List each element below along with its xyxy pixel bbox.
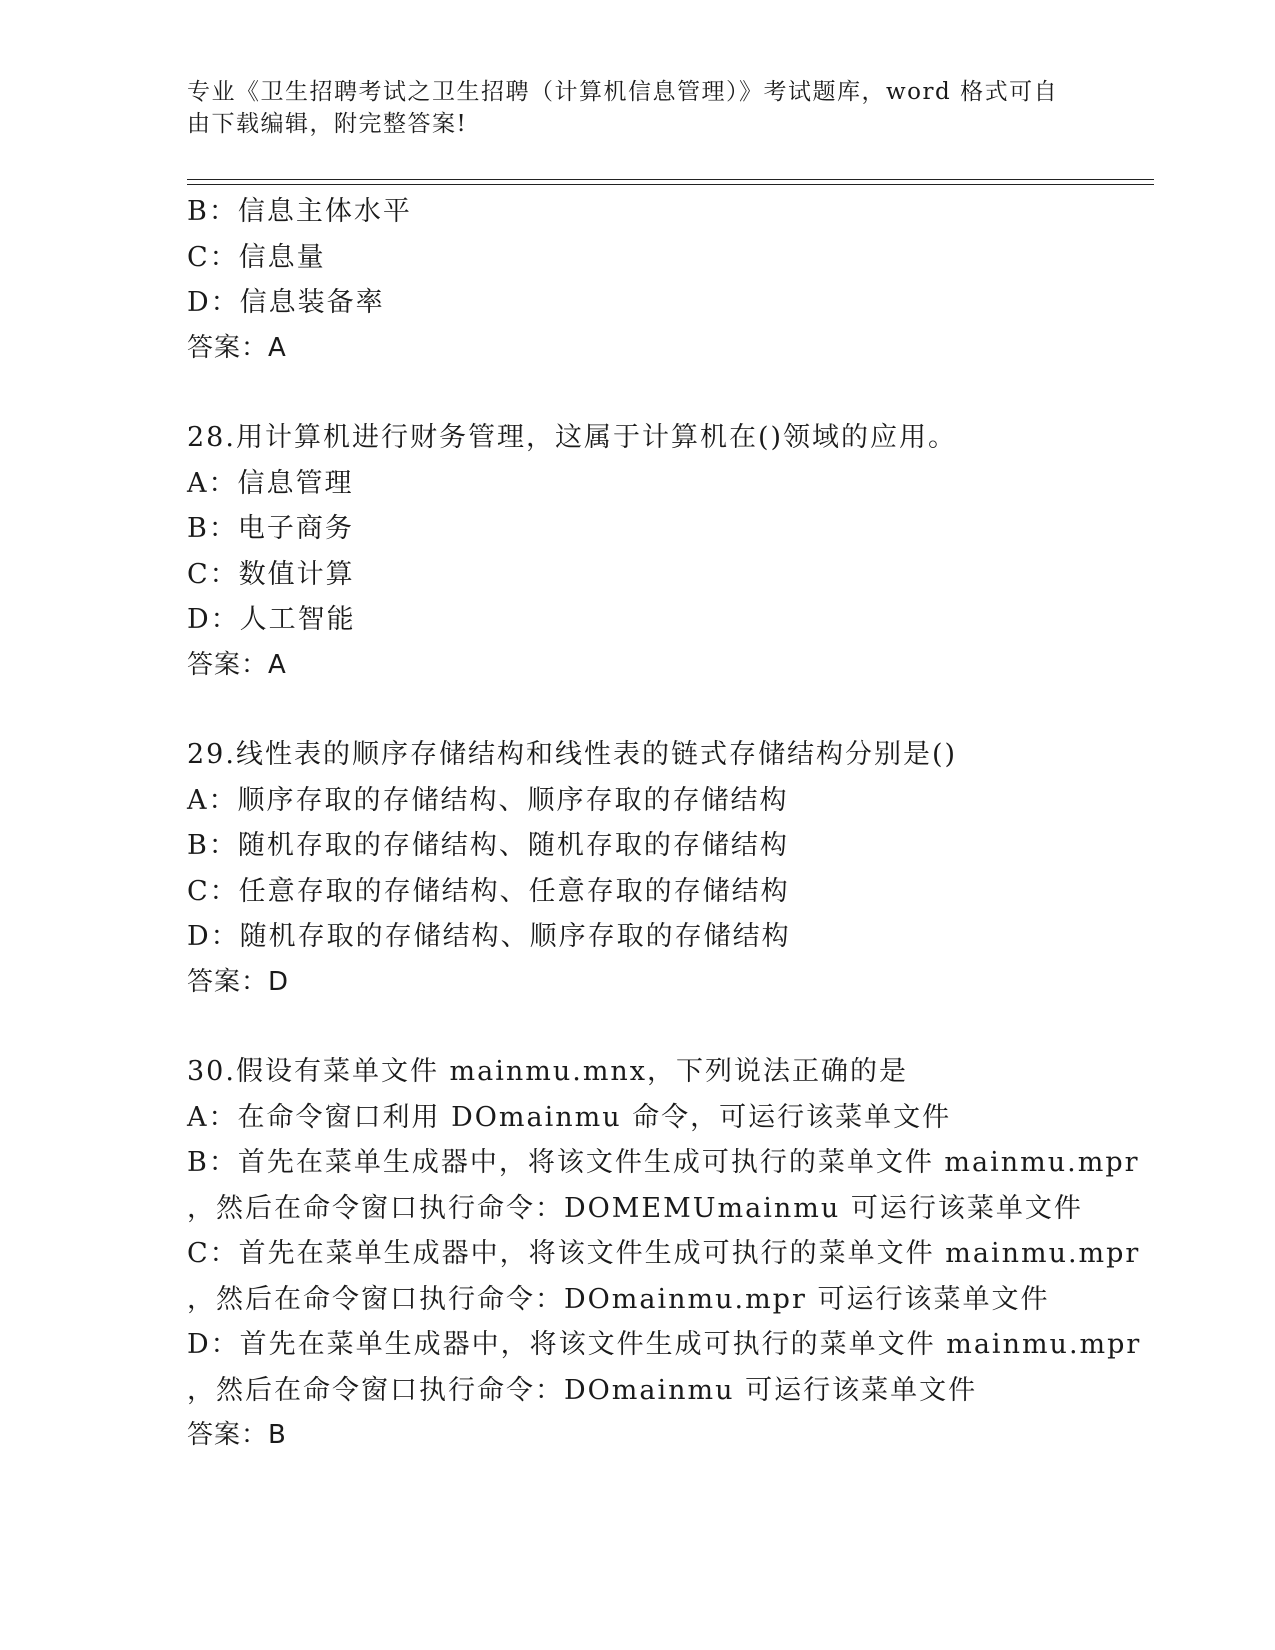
option-a: A：信息管理 xyxy=(187,467,354,499)
question-27-continued xyxy=(187,189,1167,371)
option-b: B：首先在菜单生成器中，将该文件生成可执行的菜单文件 mainmu.mpr xyxy=(187,1147,1140,1178)
option-a: A：在命令窗口利用 DOmainmu 命令，可运行该菜单文件 xyxy=(187,1101,952,1133)
option-c: C：信息量 xyxy=(187,241,326,273)
option-d: D：信息装备率 xyxy=(187,287,385,318)
answer-label: 答案：D xyxy=(187,966,290,997)
question-28 xyxy=(187,415,1167,688)
option-d: D：随机存取的存储结构、顺序存取的存储结构 xyxy=(187,921,791,952)
option-b: B：随机存取的存储结构、随机存取的存储结构 xyxy=(187,830,789,861)
option-d: D：首先在菜单生成器中，将该文件生成可执行的菜单文件 mainmu.mpr xyxy=(187,1329,1142,1360)
option-b: B：电子商务 xyxy=(187,513,354,544)
question-29 xyxy=(187,732,1167,1005)
answer-label: 答案：A xyxy=(187,332,287,363)
header-line-2: 由下载编辑，附完整答案! xyxy=(187,111,468,137)
question-text: 29.线性表的顺序存储结构和线性表的链式存储结构分别是() xyxy=(187,739,958,770)
question-list xyxy=(187,189,1167,1459)
question-text: 30.假设有菜单文件 mainmu.mnx，下列说法正确的是 xyxy=(187,1056,909,1087)
option-b: B：信息主体水平 xyxy=(187,196,412,227)
option-b-continued: ，然后在命令窗口执行命令：DOMEMUmainmu 可运行该菜单文件 xyxy=(187,1192,1083,1224)
option-d: D：人工智能 xyxy=(187,604,356,635)
option-a: A：顺序存取的存储结构、顺序存取的存储结构 xyxy=(187,784,789,816)
option-c: C：任意存取的存储结构、任意存取的存储结构 xyxy=(187,875,790,907)
answer-label: 答案：B xyxy=(187,1420,287,1450)
question-30 xyxy=(187,1049,1167,1459)
answer-label: 答案：A xyxy=(187,649,287,680)
header-divider-top xyxy=(187,179,1154,180)
document-header xyxy=(187,76,1087,140)
header-divider-bottom xyxy=(187,184,1154,185)
header-line-1: 专业《卫生招聘考试之卫生招聘（计算机信息管理）》考试题库，word 格式可自 xyxy=(187,79,1059,105)
question-text: 28.用计算机进行财务管理，这属于计算机在()领域的应用。 xyxy=(187,422,958,453)
option-c: C：数值计算 xyxy=(187,558,355,590)
option-c-continued: ，然后在命令窗口执行命令：DOmainmu.mpr 可运行该菜单文件 xyxy=(187,1283,1050,1315)
option-d-continued: ，然后在命令窗口执行命令：DOmainmu 可运行该菜单文件 xyxy=(187,1374,978,1406)
option-c: C：首先在菜单生成器中，将该文件生成可执行的菜单文件 mainmu.mpr xyxy=(187,1238,1141,1269)
